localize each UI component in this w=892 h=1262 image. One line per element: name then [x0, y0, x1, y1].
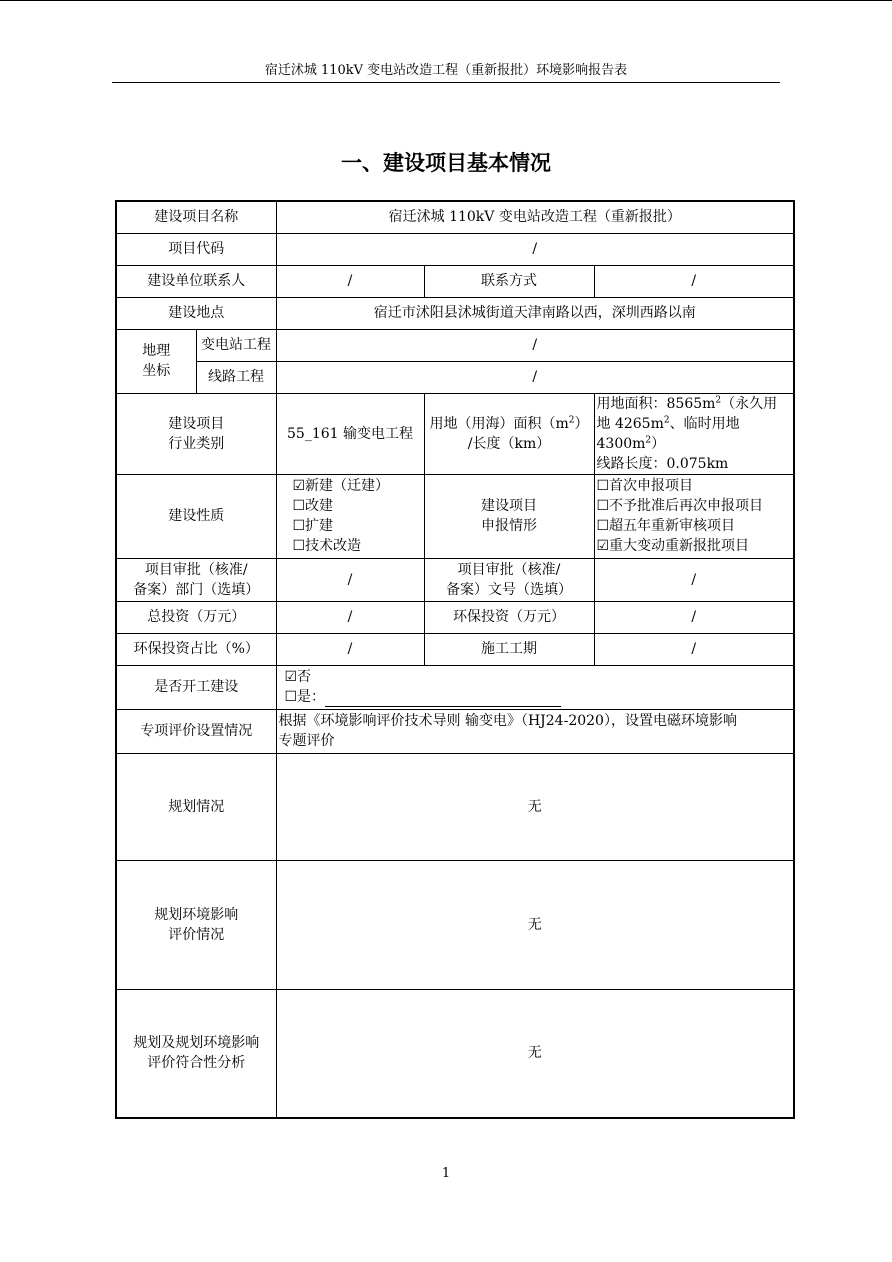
contact-method-value: /: [594, 265, 794, 297]
geo-label-line1: 地理: [142, 343, 171, 359]
started-label: 是否开工建设: [116, 665, 276, 709]
declaration-option-five-years[interactable]: ☐超五年重新审核项目: [596, 518, 736, 534]
contact-person-label: 建设单位联系人: [116, 265, 276, 297]
started-option-yes-row: [285, 687, 792, 707]
row-project-code: [116, 233, 794, 265]
planning-value: 无: [276, 753, 794, 860]
declaration-option-first[interactable]: ☐首次申报项目: [596, 478, 694, 494]
declaration-label: [424, 474, 594, 558]
approval-no-label: [424, 558, 594, 601]
approval-dept-label-line2: 备案）部门（选填）: [133, 581, 260, 598]
declaration-option-major-change[interactable]: ☑重大变动重新报批项目: [596, 538, 750, 554]
row-approval: [116, 558, 794, 601]
row-conformity: [116, 989, 794, 1118]
top-border-line: [0, 0, 892, 1]
land-area-value-line3: 线路长度：0.075km: [596, 455, 729, 472]
approval-dept-label: [116, 558, 276, 601]
header-rule: [112, 82, 780, 83]
land-area-label-line1: 用地（用海）面积$(m^2)$: [429, 414, 589, 432]
approval-no-label-line2: 备案）文号（选填）: [446, 581, 572, 598]
conformity-value: 无: [276, 989, 794, 1118]
nature-option-tech[interactable]: ☐技术改造: [292, 538, 362, 554]
started-options: [276, 665, 794, 709]
declaration-options: [594, 474, 794, 558]
total-investment-value: /: [276, 601, 424, 633]
nature-option-new[interactable]: ☑新建（迁建）: [292, 478, 390, 494]
special-eval-value-line2: 专题评价: [278, 733, 335, 749]
contact-person-value: /: [276, 265, 424, 297]
declaration-label-line1: 建设项目: [481, 498, 537, 514]
env-ratio-label: 环保投资占比（%）: [116, 633, 276, 665]
approval-no-value: /: [594, 558, 794, 601]
approval-no-label-line1: 项目审批（核准/: [457, 561, 561, 578]
substation-value: /: [276, 329, 794, 361]
conformity-label-line1: 规划及规划环境影响: [133, 1035, 260, 1052]
land-area-value-line1: 用地面积：$8565m^2$（永久用: [596, 394, 778, 412]
industry-value: 55_161 输变电工程: [276, 393, 424, 474]
row-started: [116, 665, 794, 709]
row-contact: [116, 265, 794, 297]
row-ratio-period: [116, 633, 794, 665]
declaration-label-line2: 申报情形: [481, 518, 537, 534]
declaration-option-rejected[interactable]: ☐不予批准后再次申报项目: [596, 498, 764, 514]
industry-label-line1: 建设项目: [168, 415, 225, 432]
land-area-value-line2: 地 $4265m^2$、临时用地 $4300m^2$）: [596, 414, 740, 452]
construction-period-value: /: [594, 633, 794, 665]
row-location: [116, 297, 794, 329]
location-label: 建设地点: [116, 297, 276, 329]
line-value: /: [276, 361, 794, 393]
nature-options: [276, 474, 424, 558]
planning-eia-label-line1: 规划环境影响: [154, 906, 239, 923]
page-number: 1: [441, 1166, 451, 1181]
land-area-value: [594, 393, 794, 474]
contact-method-label: 联系方式: [424, 265, 594, 297]
project-name-label: 建设项目名称: [116, 201, 276, 233]
conformity-label-line2: 评价符合性分析: [147, 1055, 246, 1072]
planning-eia-value: 无: [276, 860, 794, 989]
special-eval-label: 专项评价设置情况: [116, 709, 276, 753]
page-title: 一、建设项目基本情况: [341, 151, 551, 175]
line-label: 线路工程: [196, 361, 276, 393]
conformity-label: [116, 989, 276, 1118]
env-investment-label: 环保投资（万元）: [424, 601, 594, 633]
nature-label: 建设性质: [116, 474, 276, 558]
project-info-table: [115, 200, 795, 1119]
row-special-eval: [116, 709, 794, 753]
row-planning: [116, 753, 794, 860]
approval-dept-label-line1: 项目审批（核准/: [144, 561, 248, 578]
nature-option-expand[interactable]: ☐扩建: [292, 518, 334, 534]
location-value: 宿迁市沭阳县沭城街道天津南路以西，深圳西路以南: [276, 297, 794, 329]
construction-period-label: 施工工期: [424, 633, 594, 665]
planning-label: 规划情况: [116, 753, 276, 860]
started-yes-blank[interactable]: [325, 692, 561, 707]
row-nature: [116, 474, 794, 558]
row-project-name: [116, 201, 794, 233]
row-geo-substation: [116, 329, 794, 361]
running-header: 宿迁沭城 110kV 变电站改造工程（重新报批）环境影响报告表: [264, 63, 628, 78]
project-code-label: 项目代码: [116, 233, 276, 265]
special-eval-value: [276, 709, 794, 753]
industry-label: [116, 393, 276, 474]
total-investment-label: 总投资（万元）: [116, 601, 276, 633]
row-industry: [116, 393, 794, 474]
started-option-yes[interactable]: ☐是：: [284, 689, 326, 705]
substation-label: 变电站工程: [196, 329, 276, 361]
nature-option-rebuild[interactable]: ☐改建: [292, 498, 334, 514]
special-eval-value-line1: 根据《环境影响评价技术导则 输变电》（HJ24-2020），设置电磁环境影响: [278, 713, 737, 729]
row-planning-eia: [116, 860, 794, 989]
env-ratio-value: /: [276, 633, 424, 665]
started-option-no[interactable]: ☑否: [284, 669, 312, 685]
land-area-label: [424, 393, 594, 474]
planning-eia-label-line2: 评价情况: [168, 926, 225, 943]
row-investment: [116, 601, 794, 633]
project-code-value: /: [276, 233, 794, 265]
project-name-value: 宿迁沭城 110kV 变电站改造工程（重新报批）: [276, 201, 794, 233]
land-area-label-line2: /长度（km）: [467, 435, 551, 452]
industry-label-line2: 行业类别: [168, 435, 225, 452]
planning-eia-label: [116, 860, 276, 989]
row-geo-line: [116, 361, 794, 393]
geo-coordinates-label: [116, 329, 196, 393]
env-investment-value: /: [594, 601, 794, 633]
approval-dept-value: /: [276, 558, 424, 601]
geo-label-line2: 坐标: [142, 363, 171, 379]
